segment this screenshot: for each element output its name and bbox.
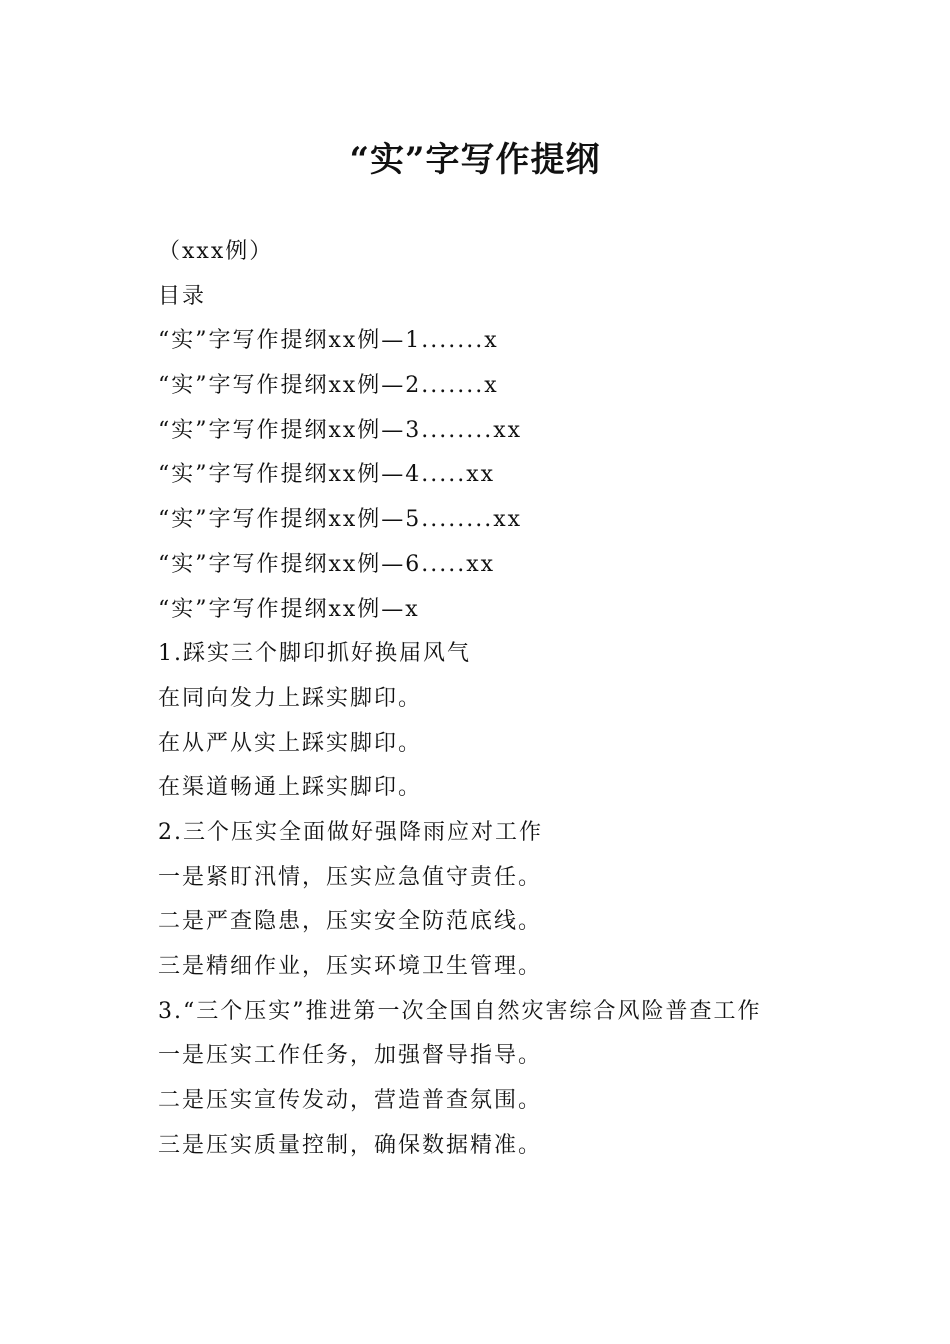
toc-heading: 目录 — [158, 283, 207, 309]
toc-entry: “实”字写作提纲xx例—3........xx — [158, 417, 523, 443]
toc-entry: “实”字写作提纲xx例—x — [158, 596, 420, 622]
section-point: 在同向发力上踩实脚印。 — [158, 685, 423, 711]
document-title: “实”字写作提纲 — [349, 140, 601, 180]
section-point: 三是精细作业，压实环境卫生管理。 — [158, 954, 543, 979]
section-point: 二是严查隐患，压实安全防范底线。 — [158, 909, 543, 935]
document-subtitle: （xxx例） — [158, 239, 274, 264]
toc-entry: “实”字写作提纲xx例—4.....xx — [158, 462, 496, 488]
document-body — [158, 230, 858, 1168]
section-point: 一是压实工作任务，加强督导指导。 — [158, 1043, 543, 1069]
section-point: 在从严从实上踩实脚印。 — [158, 730, 423, 756]
section-heading: 3.“三个压实”推进第一次全国自然灾害综合风险普查工作 — [158, 998, 762, 1024]
section-heading: 2.三个压实全面做好强降雨应对工作 — [158, 819, 543, 845]
section-point: 二是压实宣传发动，营造普查氛围。 — [158, 1088, 543, 1114]
toc-entry: “实”字写作提纲xx例—1.......x — [158, 328, 499, 354]
section-point: 三是压实质量控制，确保数据精准。 — [158, 1132, 543, 1158]
section-point: 在渠道畅通上踩实脚印。 — [158, 775, 423, 801]
section-point: 一是紧盯汛情，压实应急值守责任。 — [158, 864, 543, 890]
toc-entry: “实”字写作提纲xx例—5........xx — [158, 507, 523, 533]
toc-entry: “实”字写作提纲xx例—2.......x — [158, 373, 499, 399]
section-heading: 1.踩实三个脚印抓好换届风气 — [158, 641, 471, 667]
toc-entry: “实”字写作提纲xx例—6.....xx — [158, 551, 496, 577]
